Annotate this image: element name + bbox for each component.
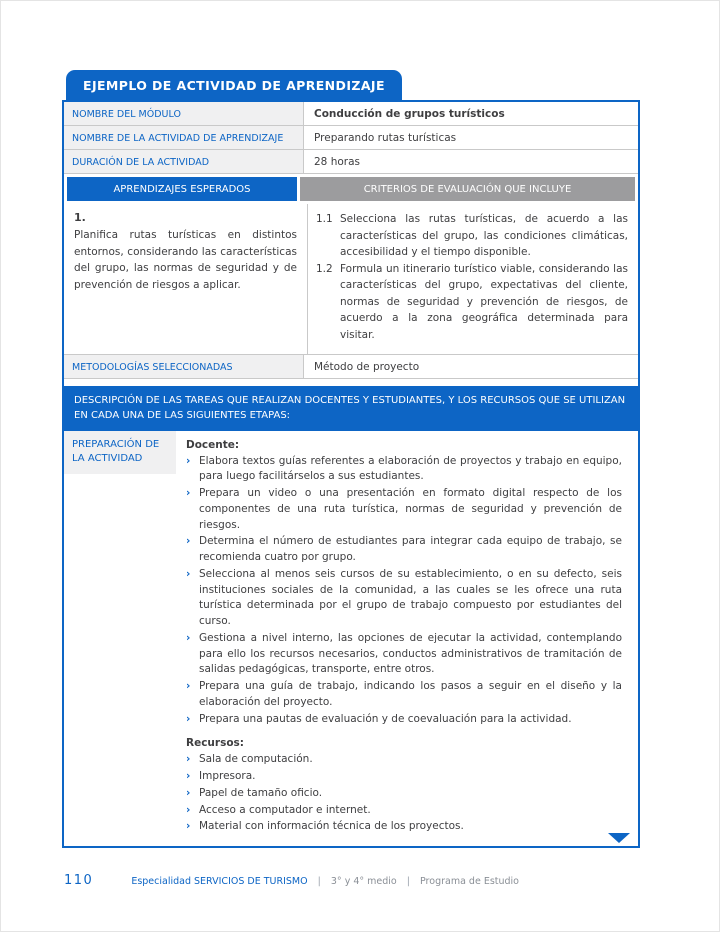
list-item-text: Prepara un video o una presentación en formato digital respecto de los componentes de una ruta turística, normas de seguridad y prevención de riesgos. [199, 487, 622, 531]
page-footer [64, 873, 519, 888]
recursos-heading: Recursos: [186, 737, 244, 750]
list-item [186, 803, 622, 819]
bullet-icon: › [186, 567, 191, 580]
module-value: Conducción de grupos turísticos [314, 108, 505, 120]
module-label: NOMBRE DEL MÓDULO [64, 102, 304, 125]
list-item [186, 454, 622, 486]
duration-label: DURACIÓN DE LA ACTIVIDAD [64, 150, 304, 173]
criterion-text: Selecciona las rutas turísticas, de acuerdo a las características del grupo, las condiciones climáticas, accesibilidad y el tiempo disponible. [340, 213, 628, 259]
list-item [186, 786, 622, 802]
list-item-text: Gestiona a nivel interno, las opciones de ejecutar la actividad, contemplando para ello los recursos necesarios, conductos administrativos de tramitación de salidas pedagógicas, transporte, entre otros. [199, 631, 622, 676]
bullet-icon: › [186, 803, 191, 816]
footer-grade: 3° y 4° medio [330, 876, 397, 887]
bullet-icon: › [186, 770, 191, 783]
list-item [186, 631, 622, 678]
list-item [186, 534, 622, 566]
list-item [186, 752, 622, 768]
bullet-icon: › [186, 712, 191, 725]
evaluation-criteria-cell [308, 204, 638, 354]
table-row-duration [64, 150, 638, 174]
list-item-text: Prepara una pautas de evaluación y de coevaluación para la actividad. [199, 712, 572, 725]
list-item-text: Acceso a computador e internet. [199, 803, 371, 816]
criterion-item [316, 211, 628, 261]
list-item [186, 712, 622, 728]
list-item-text: Sala de computación. [199, 753, 313, 766]
list-item [186, 769, 622, 785]
footer-program: Programa de Estudio [420, 876, 519, 887]
footer-specialty: Especialidad SERVICIOS DE TURISMO [131, 876, 308, 887]
spacer [64, 379, 638, 386]
table-row-methodology [64, 355, 638, 379]
page-number: 110 [64, 873, 94, 888]
activity-table [62, 100, 640, 848]
list-item [186, 567, 622, 630]
activity-title: EJEMPLO DE ACTIVIDAD DE APRENDIZAJE [83, 78, 385, 93]
bullet-icon: › [186, 535, 191, 548]
activity-title-tab [66, 70, 402, 100]
list-item [186, 679, 622, 711]
list-item-text: Determina el número de estudiantes para integrar cada equipo de trabajo, se recomienda cuatro por grupo. [199, 535, 622, 564]
list-item-text: Impresora. [199, 770, 256, 783]
bullet-icon: › [186, 753, 191, 766]
bullet-icon: › [186, 820, 191, 833]
expected-learning-header: APRENDIZAJES ESPERADOS [67, 177, 297, 201]
learning-text: Planifica rutas turísticas en distintos entornos, considerando las características del grupo, las normas de seguridad y de prevención de riesgos a aplicar. [74, 229, 297, 291]
continuation-arrow-icon [608, 833, 630, 843]
criterion-number: 1.2 [316, 262, 333, 275]
methodology-label: METODOLOGÍAS SELECCIONADAS [64, 355, 304, 378]
bullet-icon: › [186, 454, 191, 467]
criterion-text: Formula un itinerario turístico viable, considerando las características del grupo, expectativas del cliente, normas de seguridad y prevención de riesgos, de acuerdo a la zona geográfica determinada para visitar. [340, 262, 628, 342]
list-item-text: Material con información técnica de los proyectos. [199, 820, 464, 833]
column-headers [64, 174, 638, 204]
bullet-icon: › [186, 487, 191, 500]
list-item [186, 819, 622, 835]
evaluation-criteria-header: CRITERIOS DE EVALUACIÓN QUE INCLUYE [300, 177, 635, 201]
activity-name-label: NOMBRE DE LA ACTIVIDAD DE APRENDIZAJE [64, 126, 304, 149]
list-item-text: Papel de tamaño oficio. [199, 786, 323, 799]
stage-section [64, 431, 638, 847]
description-band: DESCRIPCIÓN DE LAS TAREAS QUE REALIZAN DOCENTES Y ESTUDIANTES, Y LOS RECURSOS QUE SE UTILIZAN EN CADA UNA DE LAS SIGUIENTES ETAPAS: [64, 386, 638, 431]
methodology-value: Método de proyecto [314, 360, 420, 373]
learning-number: 1. [74, 211, 86, 224]
activity-document [62, 70, 640, 848]
activity-name-value: Preparando rutas turísticas [314, 132, 457, 144]
duration-value: 28 horas [314, 156, 360, 168]
stage-label: PREPARACIÓN DE LA ACTIVIDAD [64, 431, 176, 474]
bullet-icon: › [186, 680, 191, 693]
footer-separator: | [317, 876, 321, 887]
footer-meta [131, 876, 519, 887]
table-row-activity-name [64, 126, 638, 150]
expected-learning-cell [64, 204, 308, 354]
criterion-number: 1.1 [316, 213, 333, 225]
list-item [186, 486, 622, 533]
list-item-text: Elabora textos guías referentes a elaboración de proyectos y trabajo en equipo, para luego facilitárselos a sus estudiantes. [199, 454, 622, 483]
bullet-icon: › [186, 631, 191, 644]
stage-content [176, 431, 638, 847]
list-item-text: Prepara una guía de trabajo, indicando los pasos a seguir en el diseño y la elaboración del proyecto. [199, 680, 622, 708]
criterion-item [316, 261, 628, 344]
footer-separator: | [406, 876, 410, 887]
bullet-icon: › [186, 786, 191, 799]
list-item-text: Selecciona al menos seis cursos de su establecimiento, o en su defecto, seis instituciones sociales de la comunidad, a las cuales se les ofrece una ruta turística determinada por el grupo de trabajo compuesto por estudiantes del curso. [199, 567, 622, 628]
learning-criteria-row [64, 204, 638, 355]
table-row-module [64, 102, 638, 126]
docente-heading: Docente: [186, 438, 240, 451]
